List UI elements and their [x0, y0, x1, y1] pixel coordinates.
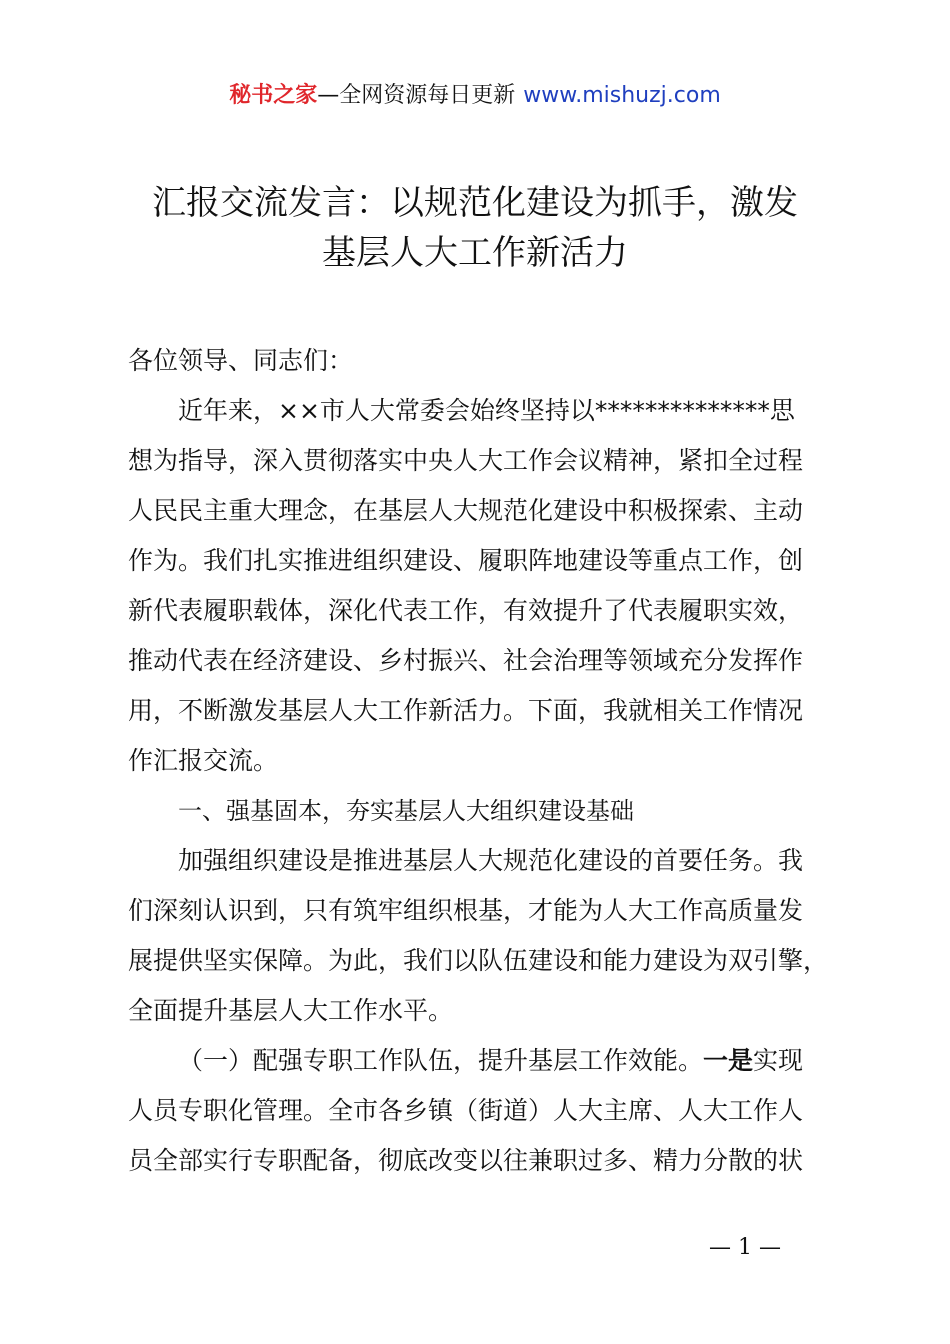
- title-line-2: 基层人大工作新活力: [322, 233, 628, 273]
- paragraph-line: 近年来，××市人大常委会始终坚持以**************思: [178, 396, 795, 425]
- brand-name: 秘书之家: [229, 83, 318, 108]
- page-number: — 1 —: [709, 1235, 781, 1260]
- paragraph-line: 加强组织建设是推进基层人大规范化建设的首要任务。我: [178, 846, 804, 875]
- paragraph-line: 作为。我们扎实推进组织建设、履职阵地建设等重点工作，创: [128, 546, 804, 575]
- paragraph-line-tail: 实现: [753, 1046, 804, 1075]
- paragraph-line: 员全部实行专职配备，彻底改变以往兼职过多、精力分散的状: [128, 1146, 804, 1175]
- paragraph-line: 用，不断激发基层人大工作新活力。下面，我就相关工作情况: [128, 696, 804, 725]
- paragraph-line: 想为指导，深入贯彻落实中央人大工作会议精神，紧扣全过程: [128, 446, 804, 475]
- paragraph-line: 人民民主重大理念，在基层人大规范化建设中积极探索、主动: [128, 496, 804, 525]
- paragraph-staffing: [128, 1036, 828, 1186]
- salutation-text: 各位领导、同志们：: [128, 346, 354, 375]
- paragraph-line: [128, 1036, 828, 1086]
- section-heading: [128, 786, 828, 836]
- paragraph-line: 人员专职化管理。全市各乡镇（街道）人大主席、人大工作人: [128, 1096, 804, 1125]
- paragraph-line: 推动代表在经济建设、乡村振兴、社会治理等领域充分发挥作: [128, 646, 804, 675]
- header-slogan: —全网资源每日更新: [317, 83, 516, 108]
- paragraph-line: 新代表履职载体，深化代表工作，有效提升了代表履职实效，: [128, 596, 804, 625]
- paragraph-line: 们深刻认识到，只有筑牢组织根基，才能为人大工作高质量发: [128, 896, 804, 925]
- title-line-1: 汇报交流发言：以规范化建设为抓手，激发: [152, 183, 798, 223]
- bold-lead-text: 一是: [703, 1046, 754, 1075]
- paragraph-line: 展提供坚实保障。为此，我们以队伍建设和能力建设为双引擎，: [128, 946, 829, 975]
- paragraph-organization: [128, 836, 828, 1036]
- paragraph-intro: [128, 386, 828, 786]
- subheading-text: （一）配强专职工作队伍，提升基层工作效能。: [178, 1046, 704, 1075]
- site-header: [0, 80, 950, 112]
- section-heading-text: 一、强基固本，夯实基层人大组织建设基础: [178, 797, 634, 825]
- document-body: [128, 336, 828, 1186]
- document-title: [100, 178, 850, 278]
- paragraph-line: 全面提升基层人大工作水平。: [128, 996, 454, 1025]
- site-url-link[interactable]: www.mishuzj.com: [523, 83, 721, 108]
- paragraph-line: 作汇报交流。: [128, 746, 279, 775]
- salutation: [128, 336, 828, 386]
